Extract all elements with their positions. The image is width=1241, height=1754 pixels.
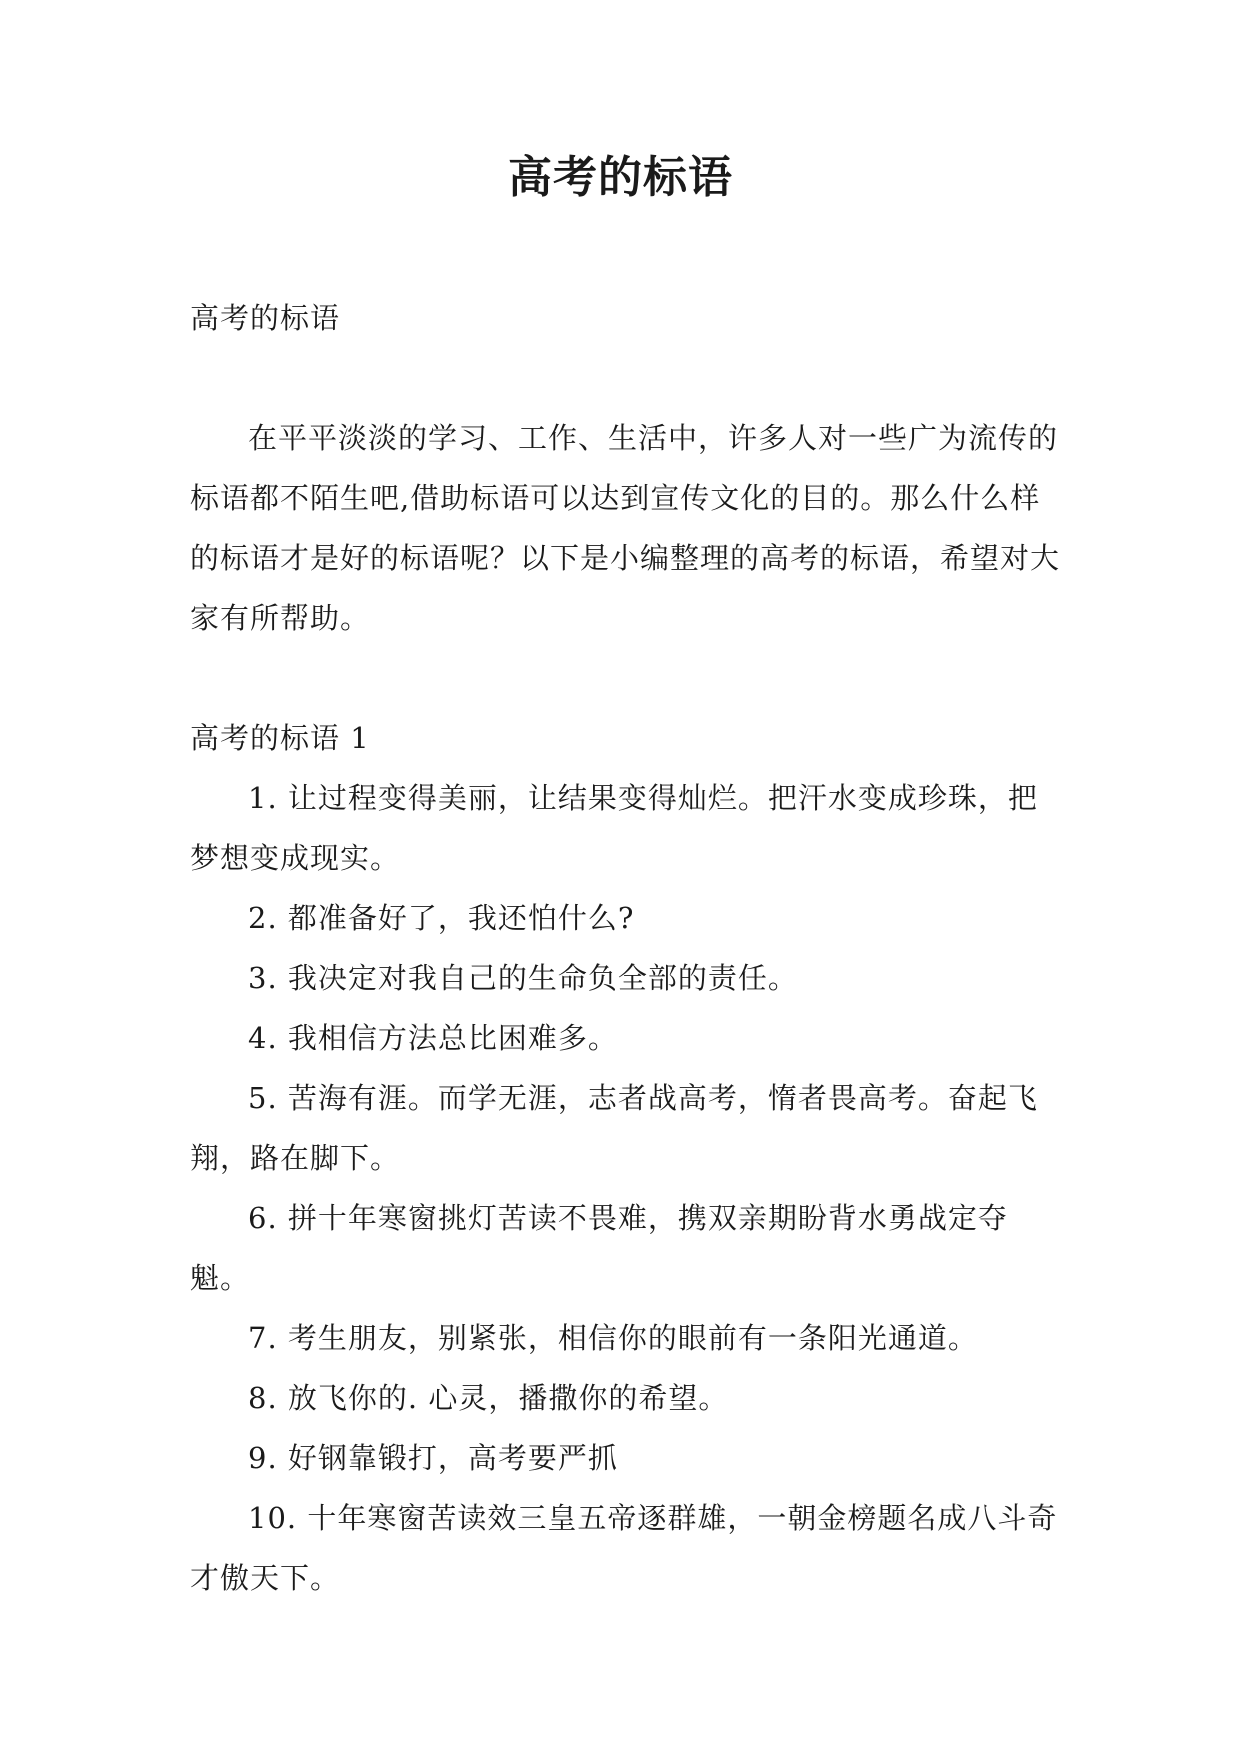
list-item: 4. 我相信方法总比困难多。 (248, 1021, 618, 1055)
list-item: 9. 好钢靠锻打，高考要严抓 (248, 1441, 618, 1475)
page-title: 高考的标语 (508, 152, 733, 203)
list-item: 8. 放飞你的. 心灵，播撒你的希望。 (248, 1381, 729, 1415)
document-body (190, 288, 1060, 1608)
section-heading: 高考的标语 1 (190, 721, 370, 755)
document-subtitle: 高考的标语 (190, 301, 341, 335)
list-item: 6. 拼十年寒窗挑灯苦读不畏难，携双亲期盼背水勇战定夺魁。 (190, 1201, 1008, 1295)
list-item: 1. 让过程变得美丽，让结果变得灿烂。把汗水变成珍珠，把梦想变成现实。 (190, 781, 1038, 875)
list-item: 3. 我决定对我自己的生命负全部的责任。 (248, 961, 798, 995)
list-item: 7. 考生朋友，别紧张，相信你的眼前有一条阳光通道。 (248, 1321, 978, 1355)
list-item: 10. 十年寒窗苦读效三皇五帝逐群雄，一朝金榜题名成八斗奇才傲天下。 (190, 1501, 1058, 1595)
list-item: 2. 都准备好了，我还怕什么? (248, 901, 635, 935)
list-item: 5. 苦海有涯。而学无涯，志者战高考，惰者畏高考。奋起飞翔，路在脚下。 (190, 1081, 1038, 1175)
intro-paragraph: 在平平淡淡的学习、工作、生活中，许多人对一些广为流传的标语都不陌生吧,借助标语可以达到宣传文化的目的。那么什么样的标语才是好的标语呢？以下是小编整理的高考的标语，希望对大家有所帮助。 (190, 421, 1061, 635)
